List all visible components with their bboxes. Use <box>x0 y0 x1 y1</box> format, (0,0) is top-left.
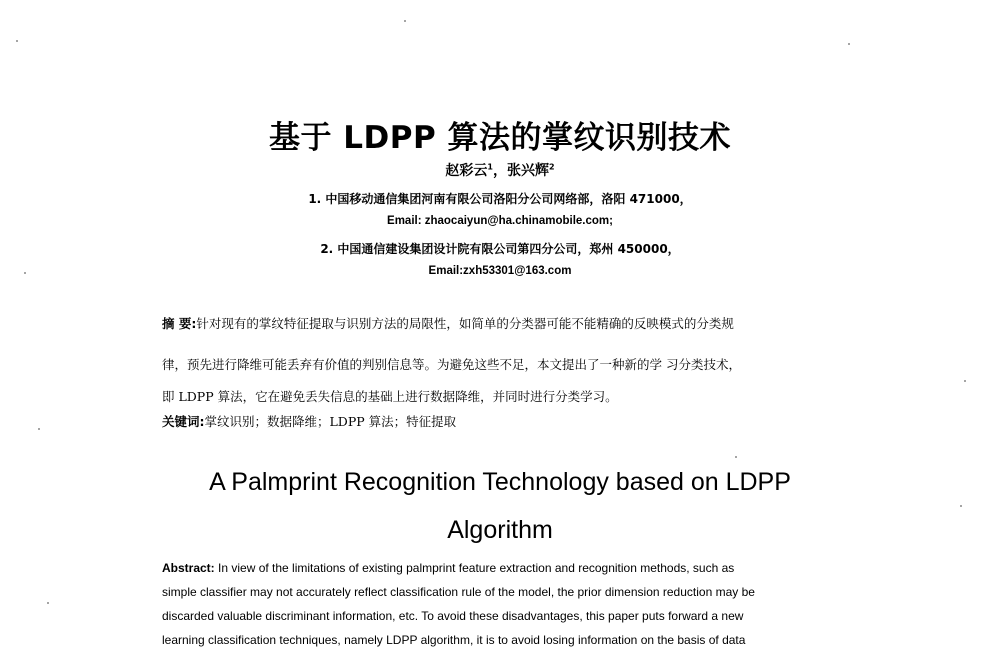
author-1-superscript: 1 <box>487 162 493 172</box>
english-abstract-text-1: In view of the limitations of existing palmprint feature extraction and recognition methods, such as <box>214 561 735 575</box>
scan-speck <box>735 456 737 458</box>
affiliation-2-email: Email:zxh53301@163.com <box>428 265 572 277</box>
scan-speck <box>404 20 406 22</box>
author-separator: ， <box>493 163 507 179</box>
chinese-keywords-text: 掌纹识别；数据降维；LDPP 算法；特征提取 <box>204 414 457 429</box>
scan-speck <box>964 380 966 382</box>
chinese-abstract-line-2: 律，预先进行降维可能丢弃有价值的判别信息等。为避免这些不足，本文提出了一种新的学 习分类技术， <box>162 357 741 372</box>
author-1-name: 赵彩云 <box>445 163 488 179</box>
affiliation-1: 1. 中国移动通信集团河南有限公司洛阳分公司网络部，洛阳 471000， <box>308 192 692 206</box>
author-2-superscript: 2 <box>549 162 555 172</box>
scan-speck <box>848 43 850 45</box>
chinese-keywords <box>162 412 456 430</box>
affiliation-2: 2. 中国通信建设集团设计院有限公司第四分公司，郑州 450000， <box>320 242 680 256</box>
authors-line <box>0 160 1000 180</box>
chinese-title: 基于 LDPP 算法的掌纹识别技术 <box>268 120 731 156</box>
chinese-abstract-line-3: 即 LDPP 算法，它在避免丢失信息的基础上进行数据降维，并同时进行分类学习。 <box>162 389 618 404</box>
chinese-abstract-text-1: 针对现有的掌纹特征提取与识别方法的局限性，如简单的分类器可能不能精确的反映模式的分类规 <box>196 316 734 331</box>
scan-speck <box>960 505 962 507</box>
scan-speck <box>47 602 49 604</box>
english-abstract-line-1 <box>162 561 852 575</box>
scan-speck <box>16 40 18 42</box>
scan-speck <box>24 272 26 274</box>
author-2-name: 张兴辉 <box>507 163 549 179</box>
english-abstract-label: Abstract: <box>162 561 215 575</box>
english-title-line-2: Algorithm <box>447 516 553 544</box>
chinese-abstract-label: 摘 要: <box>162 316 197 331</box>
english-abstract-line-2: simple classifier may not accurately reflect classification rule of the model, the prior dimension reduction may be <box>162 585 755 599</box>
scan-speck <box>38 428 40 430</box>
english-title-line-1: A Palmprint Recognition Technology based on LDPP <box>209 468 791 496</box>
chinese-abstract-line-1 <box>162 314 852 332</box>
chinese-keywords-label: 关键词: <box>162 414 205 429</box>
affiliation-1-email: Email: zhaocaiyun@ha.chinamobile.com; <box>387 215 613 227</box>
english-abstract-line-3: discarded valuable discriminant information, etc. To avoid these disadvantages, this paper puts forward a new <box>162 609 744 623</box>
english-abstract-line-4: learning classification techniques, namely LDPP algorithm, it is to avoid losing information on the basis of data <box>162 633 746 647</box>
